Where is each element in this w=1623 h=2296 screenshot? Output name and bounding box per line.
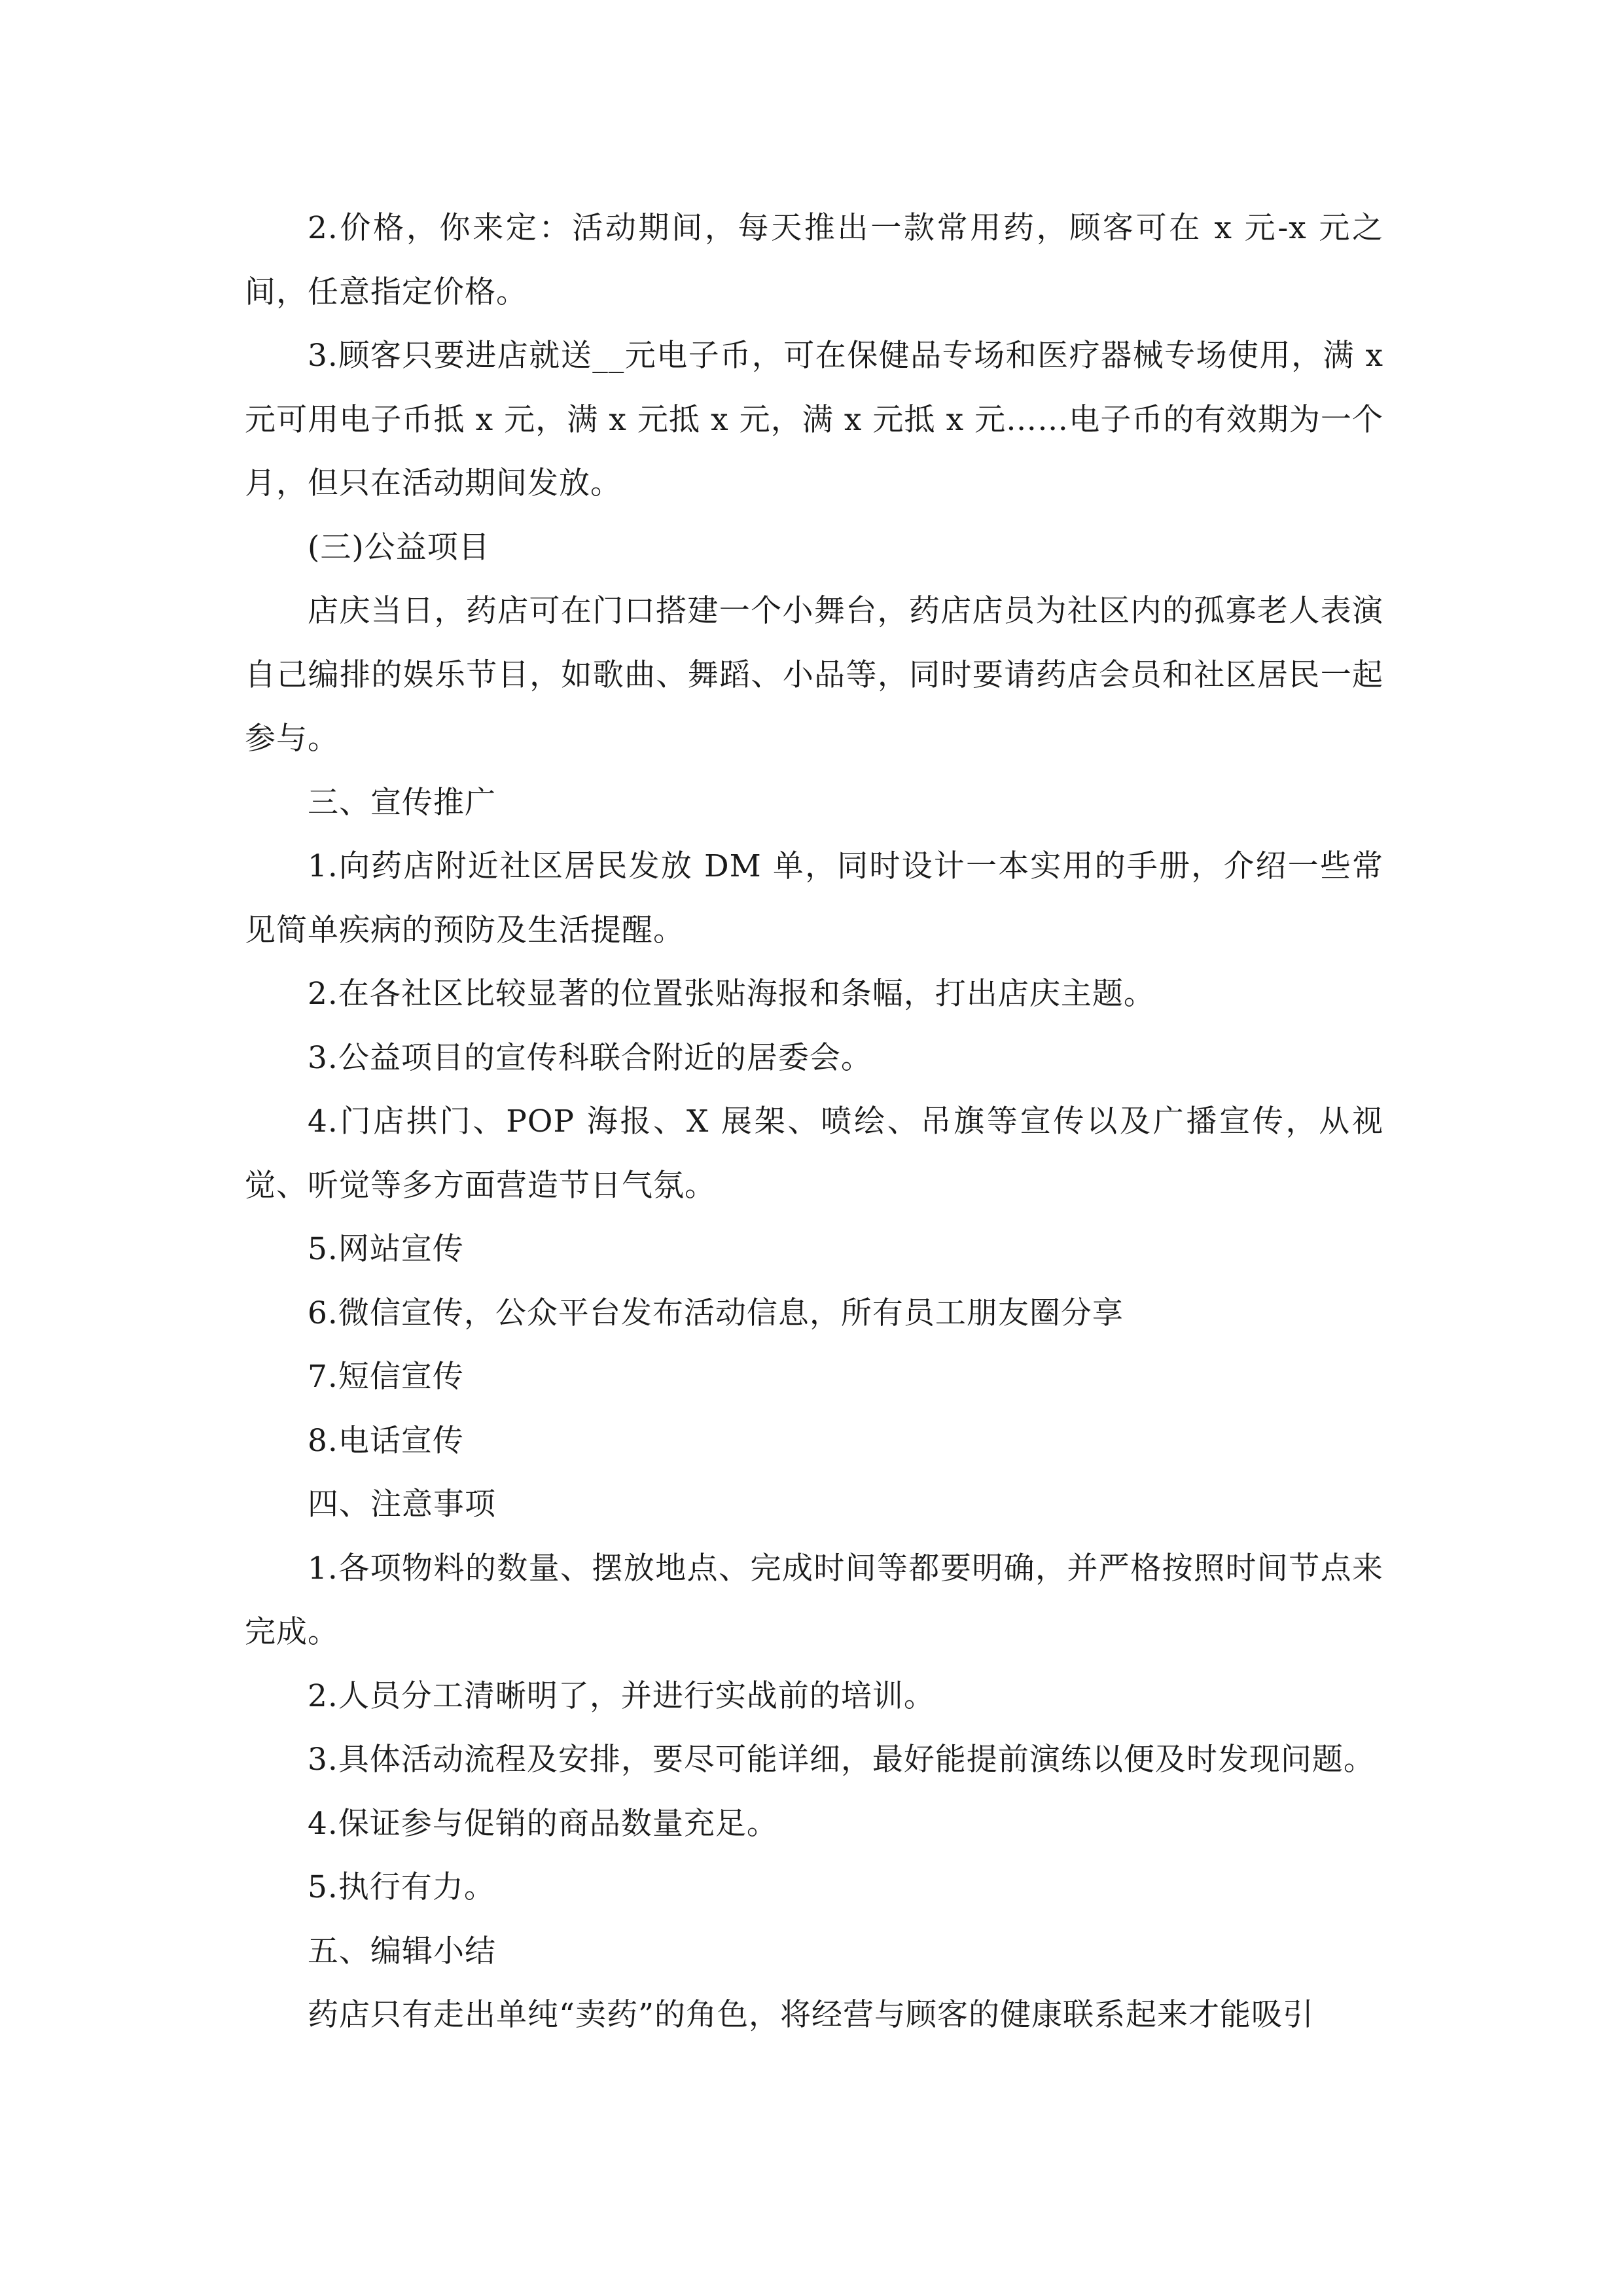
heading-summary: 五、编辑小结 <box>308 1933 496 1969</box>
subheading-public-welfare: (三)公益项目 <box>308 529 490 565</box>
paragraph-dm-flyers: 1.向药店附近社区居民发放 DM 单，同时设计一本实用的手册，介绍一些常见简单疾病的预防及生活提醒。 <box>245 848 1383 948</box>
paragraph-posters: 2.在各社区比较显著的位置张贴海报和条幅，打出店庆主题。 <box>308 976 1155 1012</box>
paragraph-price-choice: 2.价格，你来定：活动期间，每天推出一款常用药，顾客可在 x 元-x 元之间，任意指定价格。 <box>245 210 1383 310</box>
paragraph-materials: 1.各项物料的数量、摆放地点、完成时间等都要明确，并严格按照时间节点来完成。 <box>245 1550 1383 1650</box>
paragraph-stage-performance: 店庆当日，药店可在门口搭建一个小舞台，药店店员为社区内的孤寡老人表演自己编排的娱乐节目，如歌曲、舞蹈、小品等，同时要请药店会员和社区居民一起参与。 <box>245 593 1383 757</box>
heading-promotion: 三、宣传推广 <box>308 784 496 821</box>
paragraph-phone: 8.电话宣传 <box>308 1422 464 1459</box>
paragraph-execution: 5.执行有力。 <box>308 1869 495 1905</box>
paragraph-stock: 4.保证参与促销的商品数量充足。 <box>308 1805 778 1842</box>
paragraph-store-decoration: 4.门店拱门、POP 海报、X 展架、喷绘、吊旗等宣传以及广播宣传，从视觉、听觉等多方面营造节日气氛。 <box>245 1103 1383 1204</box>
heading-notes: 四、注意事项 <box>308 1486 496 1522</box>
paragraph-neighborhood-committee: 3.公益项目的宣传科联合附近的居委会。 <box>308 1039 872 1076</box>
paragraph-activity-flow: 3.具体活动流程及安排，要尽可能详细，最好能提前演练以便及时发现问题。 <box>308 1742 1375 1778</box>
paragraph-summary: 药店只有走出单纯“卖药”的角色，将经营与顾客的健康联系起来才能吸引 <box>308 1997 1315 2033</box>
paragraph-wechat: 6.微信宣传，公众平台发布活动信息，所有员工朋友圈分享 <box>308 1295 1124 1331</box>
paragraph-e-coupon: 3.顾客只要进店就送__元电子币，可在保健品专场和医疗器械专场使用，满 x 元可用电子币抵 x 元，满 x 元抵 x 元，满 x 元抵 x 元……电子币的有效期为一个月，但只在活动期间发放。 <box>245 338 1383 501</box>
document-body <box>245 196 1383 2047</box>
paragraph-staff-training: 2.人员分工清晰明了，并进行实战前的培训。 <box>308 1677 935 1714</box>
paragraph-sms: 7.短信宣传 <box>308 1359 464 1395</box>
paragraph-website: 5.网站宣传 <box>308 1231 464 1267</box>
